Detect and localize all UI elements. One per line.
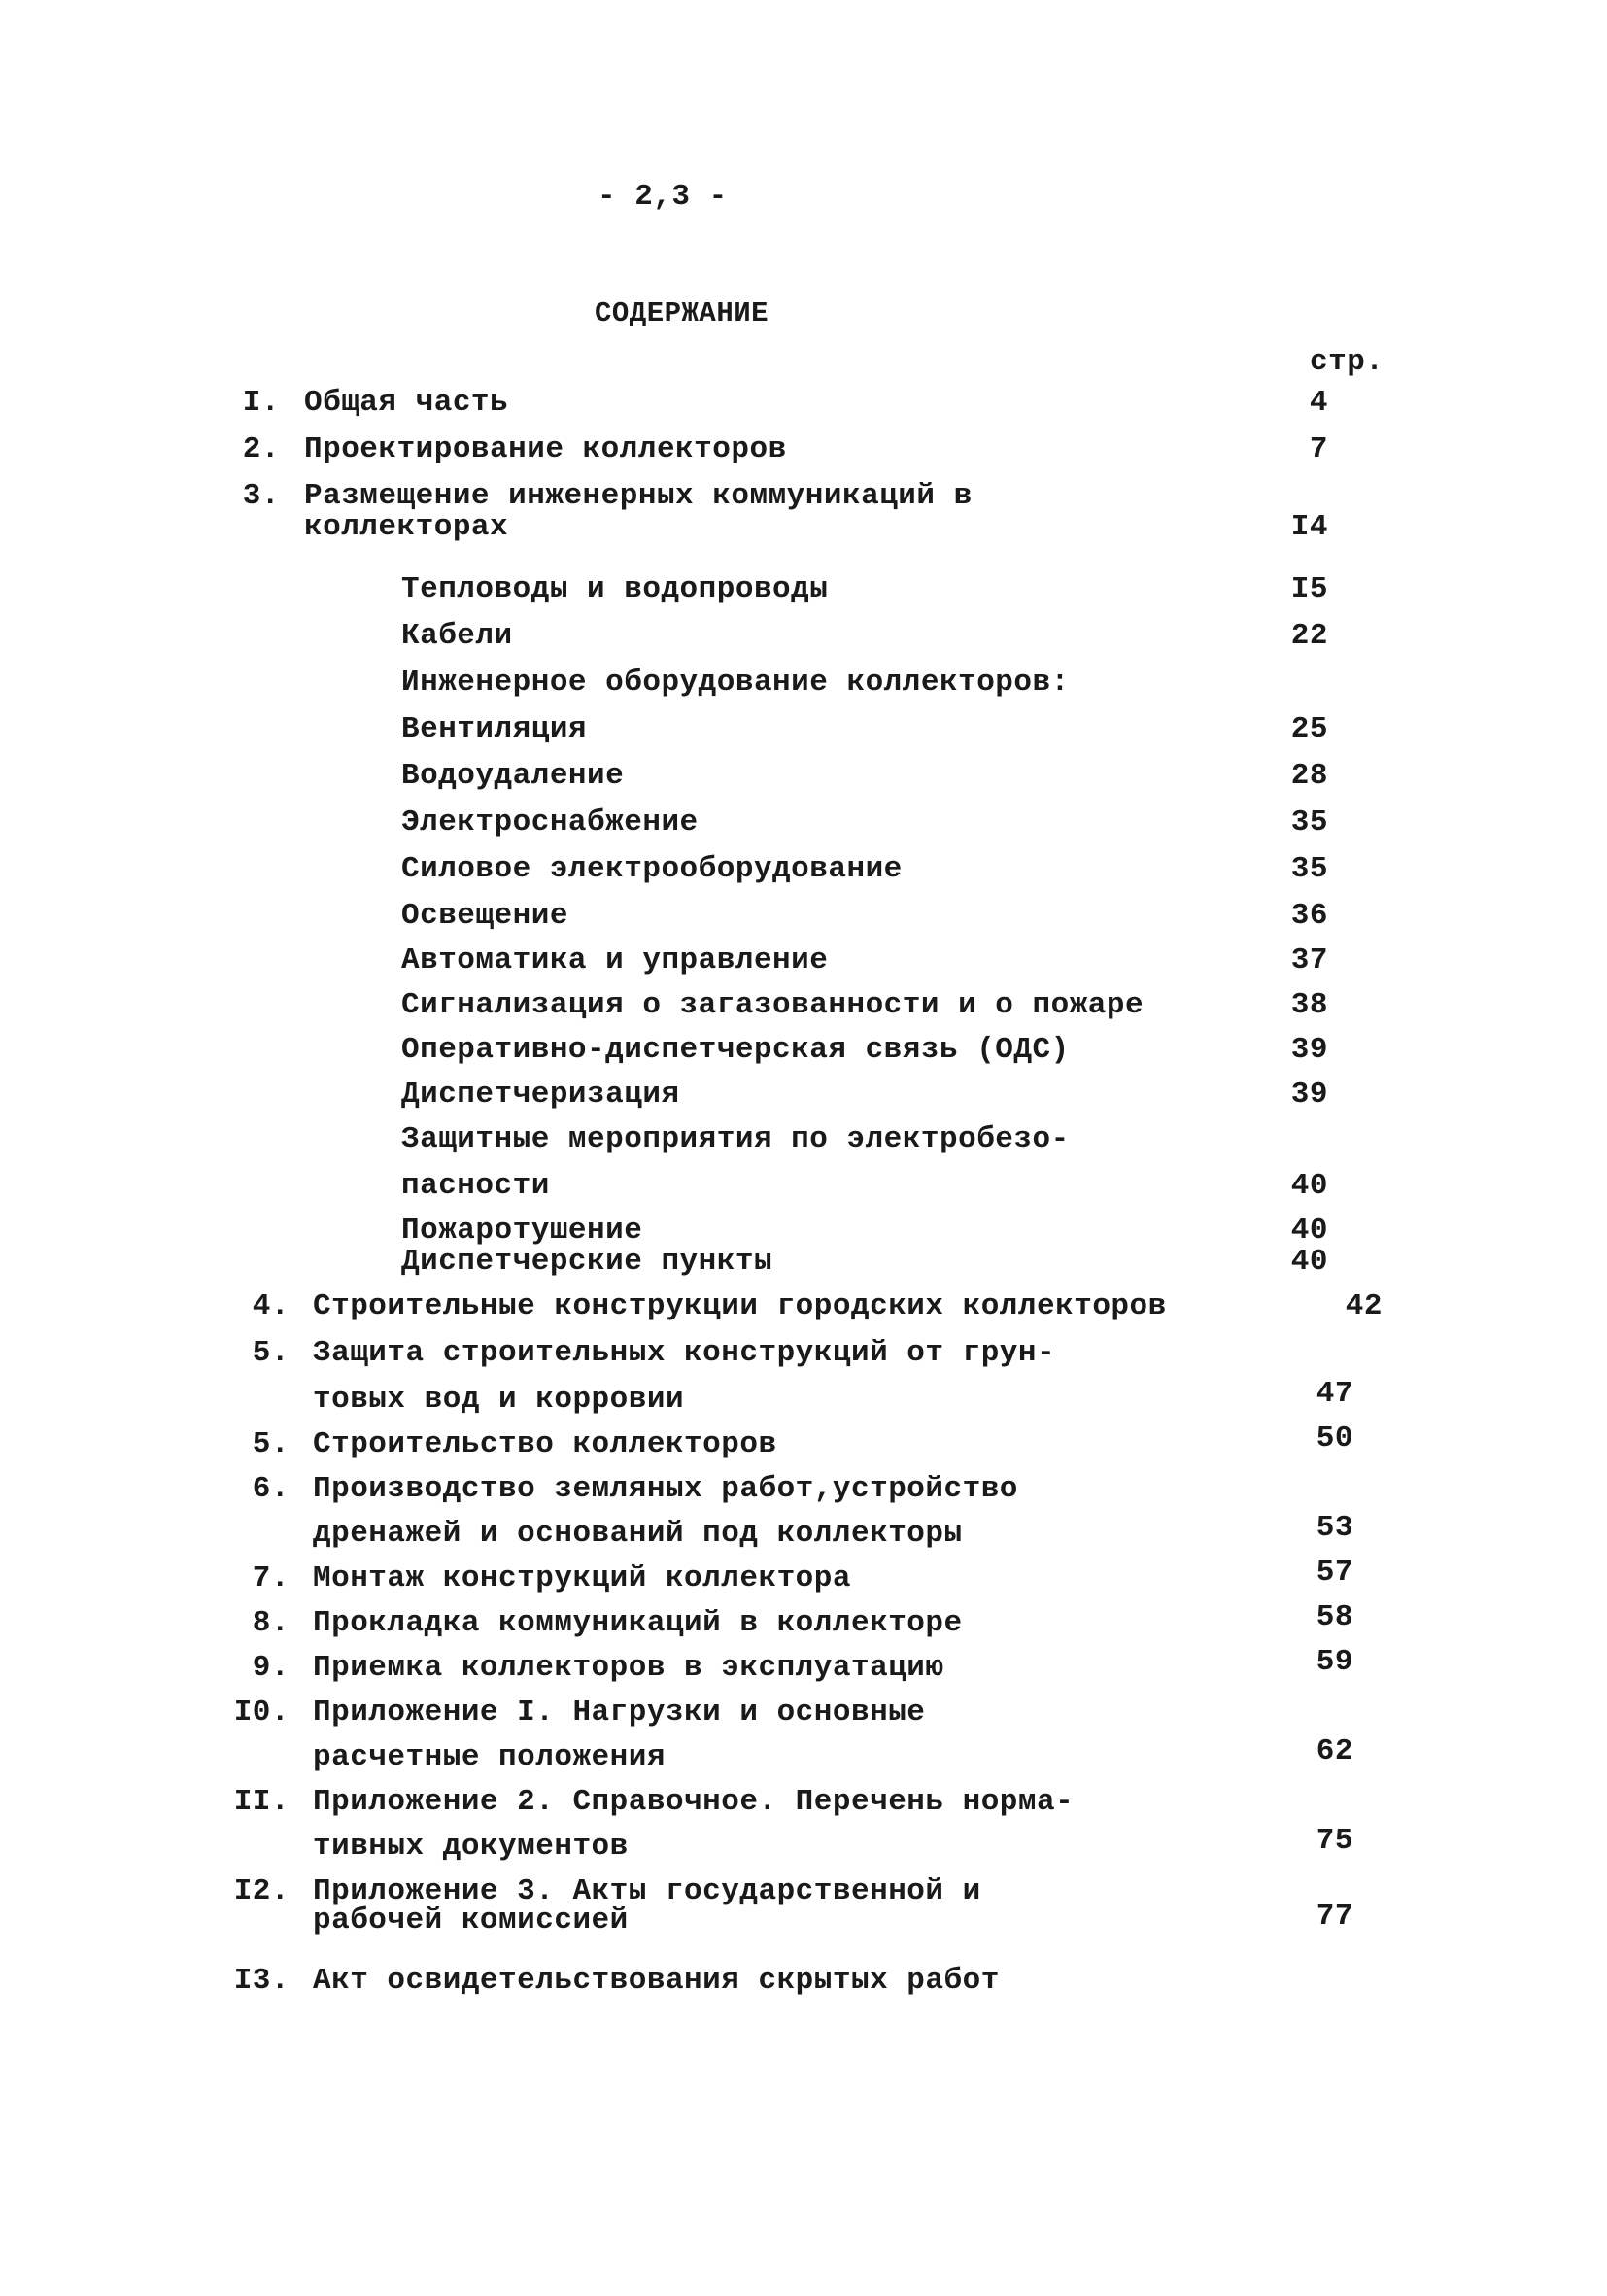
toc-subentry: Инженерное оборудование коллекторов: xyxy=(401,666,1070,700)
toc-page: 57 xyxy=(1316,1556,1353,1590)
toc-page: 22 xyxy=(1290,619,1328,653)
toc-entry: Приложение 2. Справочное. Перечень норма- xyxy=(313,1785,1075,1819)
toc-subentry-continuation: пасности xyxy=(401,1169,550,1203)
page-number: - 2,3 - xyxy=(598,180,728,214)
toc-num: 4. xyxy=(252,1289,290,1323)
toc-entry: Производство земляных работ,устройство xyxy=(313,1472,1018,1506)
toc-page: 39 xyxy=(1290,1078,1328,1112)
toc-page: 35 xyxy=(1290,805,1328,840)
toc-num: 5. xyxy=(252,1427,290,1461)
toc-subentry: Кабели xyxy=(401,619,513,653)
toc-page: 42 xyxy=(1345,1289,1383,1323)
toc-num: 2. xyxy=(242,432,280,466)
toc-entry-continuation: дренажей и оснований под коллекторы xyxy=(313,1517,963,1551)
toc-entry: Общая часть xyxy=(304,386,509,420)
toc-subentry: Водоудаление xyxy=(401,759,625,793)
toc-page: 7 xyxy=(1309,432,1328,466)
page-column-label: стр. xyxy=(1310,345,1385,379)
toc-num: 6. xyxy=(252,1472,290,1506)
toc-entry: Размещение инженерных коммуникаций в xyxy=(304,479,973,513)
toc-subentry: Сигнализация о загазованности и о пожаре xyxy=(401,988,1145,1022)
toc-entry: Строительство коллекторов xyxy=(313,1427,777,1461)
toc-subentry: Диспетчеризация xyxy=(401,1078,680,1112)
toc-subentry: Диспетчерские пункты xyxy=(401,1245,773,1279)
toc-entry: Приложение I. Нагрузки и основные xyxy=(313,1696,926,1730)
toc-subentry: Освещение xyxy=(401,899,568,933)
toc-page: 75 xyxy=(1316,1824,1353,1858)
toc-num: I0. xyxy=(233,1696,290,1730)
toc-entry: Монтаж конструкций коллектора xyxy=(313,1561,851,1595)
toc-page: 59 xyxy=(1316,1645,1353,1679)
toc-num: 9. xyxy=(252,1651,290,1685)
toc-entry-continuation: тивных документов xyxy=(313,1830,629,1864)
toc-subentry: Электроснабжение xyxy=(401,805,699,840)
toc-page: 50 xyxy=(1316,1422,1353,1456)
toc-entry-continuation: коллекторах xyxy=(304,510,509,544)
toc-page: 36 xyxy=(1290,899,1328,933)
toc-entry: Строительные конструкции городских коллекторов xyxy=(313,1289,1167,1323)
toc-entry: Прокладка коммуникаций в коллекторе xyxy=(313,1606,963,1640)
toc-page: 28 xyxy=(1290,759,1328,793)
toc-page: 58 xyxy=(1316,1600,1353,1634)
toc-title: СОДЕРЖАНИЕ xyxy=(595,297,769,329)
toc-entry: Приложение 3. Акты государственной и xyxy=(313,1874,981,1908)
toc-page: 25 xyxy=(1290,712,1328,746)
toc-num: I3. xyxy=(233,1964,290,1998)
toc-page: 38 xyxy=(1290,988,1328,1022)
toc-num: I. xyxy=(242,386,280,420)
toc-page: I4 xyxy=(1290,510,1328,544)
toc-page: 40 xyxy=(1290,1245,1328,1279)
toc-page: 4 xyxy=(1309,386,1328,420)
toc-subentry: Оперативно-диспетчерская связь (ОДС) xyxy=(401,1033,1070,1067)
toc-entry-continuation: товых вод и корровии xyxy=(313,1383,685,1417)
toc-entry-continuation: рабочей комиссией xyxy=(313,1903,629,1937)
toc-num: 7. xyxy=(252,1561,290,1595)
toc-page: 39 xyxy=(1290,1033,1328,1067)
toc-subentry: Пожаротушение xyxy=(401,1214,643,1248)
toc-entry-continuation: расчетные положения xyxy=(313,1740,666,1774)
toc-subentry: Автоматика и управление xyxy=(401,943,829,977)
toc-page: 40 xyxy=(1290,1169,1328,1203)
toc-entry: Акт освидетельствования скрытых работ xyxy=(313,1964,1000,1998)
toc-page: I5 xyxy=(1290,572,1328,606)
toc-entry: Приемка коллекторов в эксплуатацию xyxy=(313,1651,944,1685)
toc-subentry: Защитные мероприятия по электробезо- xyxy=(401,1122,1070,1156)
toc-page: 47 xyxy=(1316,1377,1353,1411)
toc-num: 8. xyxy=(252,1606,290,1640)
toc-subentry: Тепловоды и водопроводы xyxy=(401,572,829,606)
toc-num: 5. xyxy=(252,1336,290,1370)
toc-entry: Защита строительных конструкций от грун- xyxy=(313,1336,1056,1370)
toc-subentry: Вентиляция xyxy=(401,712,588,746)
toc-subentry: Силовое электрооборудование xyxy=(401,852,903,886)
toc-num: 3. xyxy=(242,479,280,513)
toc-page: 53 xyxy=(1316,1511,1353,1545)
toc-page: 62 xyxy=(1316,1734,1353,1768)
toc-page: 77 xyxy=(1316,1900,1353,1934)
toc-page: 37 xyxy=(1290,943,1328,977)
toc-num: II. xyxy=(233,1785,290,1819)
toc-num: I2. xyxy=(233,1874,290,1908)
toc-page: 35 xyxy=(1290,852,1328,886)
toc-page: 40 xyxy=(1290,1214,1328,1248)
toc-entry: Проектирование коллекторов xyxy=(304,432,787,466)
